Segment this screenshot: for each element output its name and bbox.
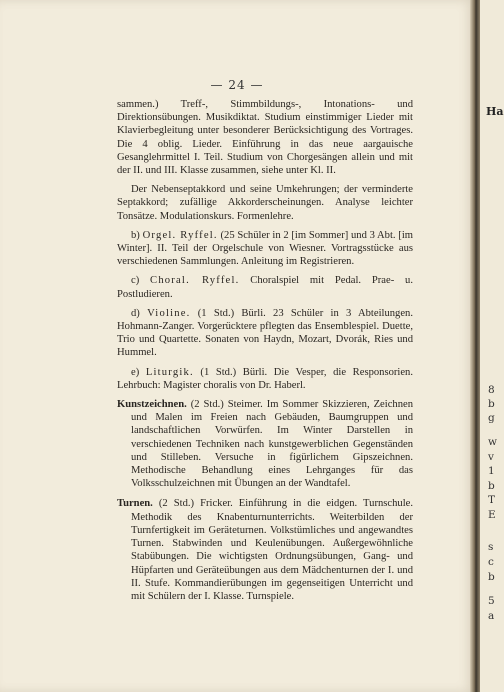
facing-fragment: b: [488, 571, 495, 583]
book-gutter: [470, 0, 480, 692]
facing-fragment: b: [488, 480, 495, 492]
facing-page-edge: [480, 0, 504, 692]
facing-heading: Ha: [486, 105, 504, 118]
facing-fragment: s: [488, 541, 494, 553]
facing-fragment: T: [488, 494, 496, 506]
body-text: [117, 98, 413, 610]
section-turnen: Turnen. (2 Std.) Fricker. Einführung in die eidgen. Turnschule. Methodik des Knabenturnunterrichts. Weiterbilden der Turnfertigkeit im Geräteturnen. Volkstümliches und angewandtes Turnen. Stabwinden und Keulenübungen. Außergewöhnliche Stabübungen. Die wichtigsten Ordnungsübungen, Gang- und Hüpfarten und Geräteübungen aus dem Mädchenturnen der I. und II. Stufe. Kommandierübungen im gegenseitigen Unterricht und mit Schülern der I. Klasse. Turnspiele.: [117, 498, 413, 602]
facing-fragment: g: [488, 412, 495, 424]
facing-fragment: c: [488, 556, 494, 568]
list-item: d) Violine. (1 Std.) Bürli. 23 Schüler in 3 Abteilungen. Hohmann-Zanger. Vorgerücktere pflegten das Ensemblespiel. Duette, Trio und Quartette. Sonaten von Haydn, Mozart, Dvorák, Ries und Hummel.: [117, 307, 414, 359]
paragraph: Der Nebenseptakkord und seine Umkehrungen; der verminderte Septakkord; zufällige Akkorderscheinungen. Analyse leichter Tonsätze. Modulationskurs. Formenlehre.: [117, 184, 413, 222]
facing-fragment: 5: [488, 595, 495, 607]
list-item: c) Choral. Ryffel. Choralspiel mit Pedal. Prae- u. Postludieren.: [117, 275, 413, 300]
item-title: Liturgik.: [145, 366, 194, 378]
facing-fragment: v: [488, 451, 494, 463]
item-title: Violine.: [147, 307, 191, 319]
section-heading: Kunstzeichnen.: [117, 399, 187, 411]
paragraph: sammen.) Treff-, Stimmbildungs-, Intonations- und Direktionsübungen. Musikdiktat. Studium einstimmiger Lieder mit Klavierbegleitung unter besonderer Berücksichtigung des Vortrages. Die 4 oblig. Lieder. Einführung in das neue aargauische Gesanglehrmittel I. Teil. Studium von Chorgesängen allein und mit der II. und III. Klasse zusammen, siehe unter Kl. II.: [117, 99, 413, 177]
section-heading: Turnen.: [117, 498, 153, 510]
section-kunstzeichnen: Kunstzeichnen. (2 Std.) Steimer. Im Sommer Skizzieren, Zeichnen und Malen im Freien nach Gebäuden, Baumgruppen und landschaftlichen Vorwürfen. Im Winter Darstellen in verschiedenen Techniken nach kunstgewerblichen Gegenständen und Stilleben. Versuche in figürlichem Gipszeichnen. Methodische Behandlung eines Lehrganges für das Volksschulzeichnen mit Übungen an der Wandtafel.: [117, 399, 413, 490]
item-title: Choral. Ryffel.: [150, 275, 240, 287]
facing-fragment: a: [488, 610, 495, 622]
facing-fragment: 1: [488, 465, 495, 477]
facing-fragment: 8: [488, 384, 495, 396]
list-item: b) Orgel. Ryffel. (25 Schüler in 2 [im Sommer] und 3 Abt. [im Winter]. II. Teil der Orgelschule von Wiesner. Vortragsstücke aus verschiedenen Sammlungen. Anleitung im Registrieren.: [117, 229, 414, 268]
facing-fragment: b: [488, 398, 495, 410]
facing-fragment: E: [488, 509, 496, 521]
page-number: — 24 —: [210, 78, 264, 92]
list-item: e) Liturgik. (1 Std.) Bürli. Die Vesper, die Responsorien. Lehrbuch: Magister choralis von Dr. Haberl.: [117, 366, 414, 391]
facing-fragment: w: [488, 436, 497, 448]
item-title: Orgel. Ryffel.: [142, 229, 218, 241]
